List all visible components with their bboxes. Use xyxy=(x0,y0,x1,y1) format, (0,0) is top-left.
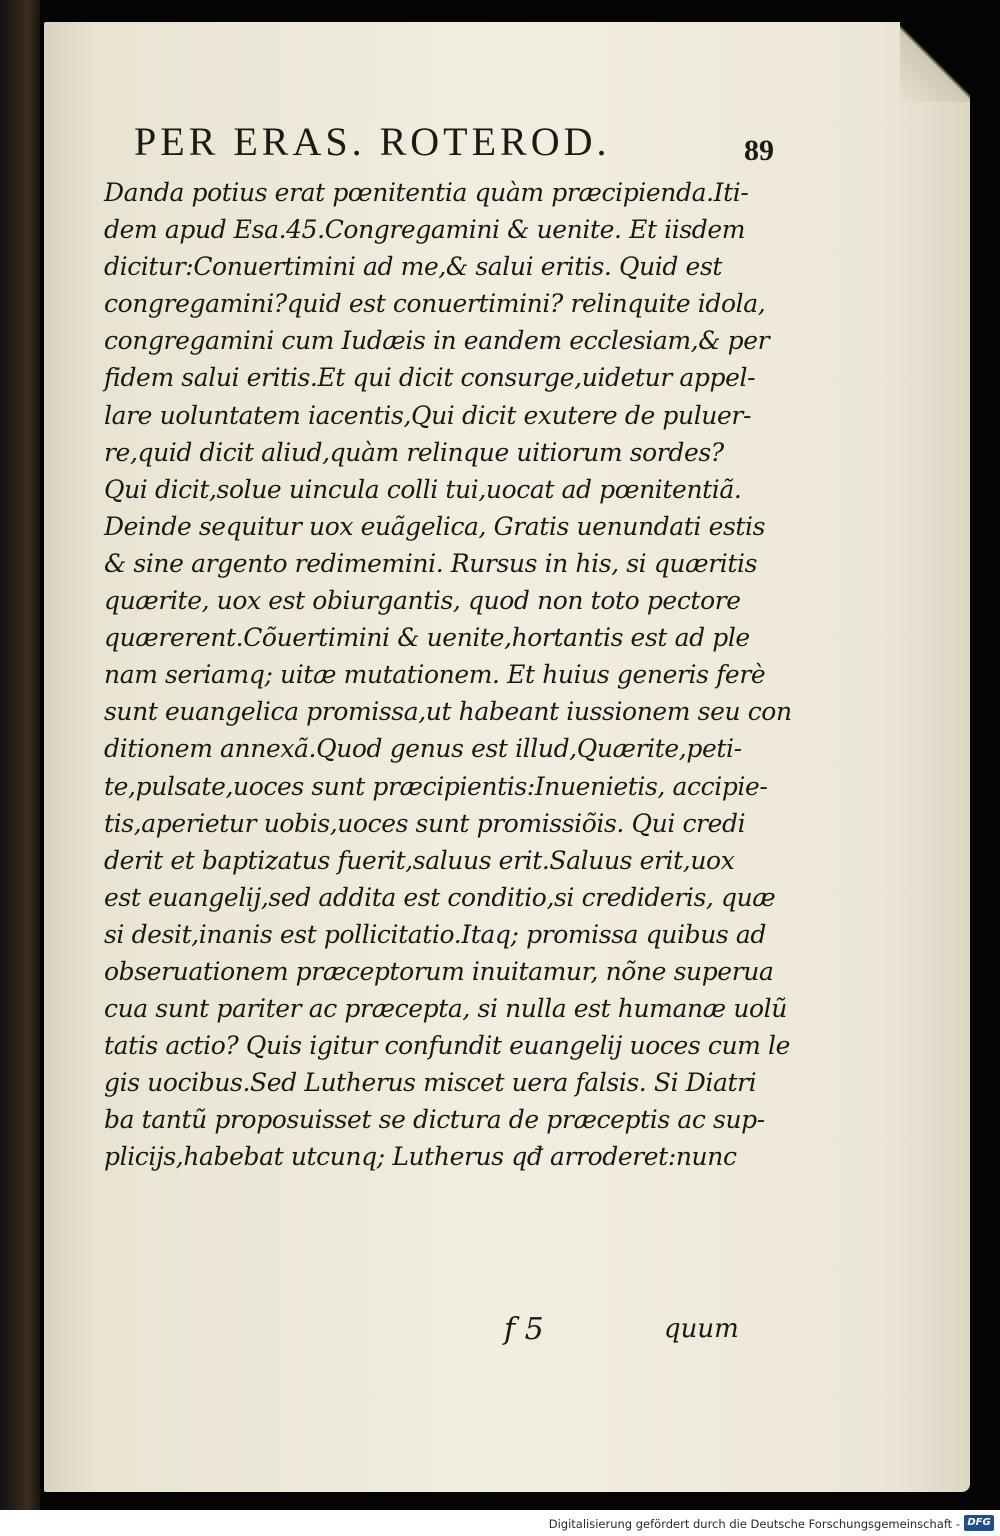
text-line: congregamini cum Iudæis in eandem ecclesiam,& per xyxy=(104,326,770,356)
text-line: obseruationem præceptorum inuitamur, nõne superua xyxy=(104,956,774,986)
text-line: congregamini?quid est conuertimini? relinquite idola, xyxy=(104,289,766,319)
credit-bar xyxy=(0,1510,1000,1536)
text-line: Qui dicit,solue uincula colli tui,uocat ad pœnitentiã. xyxy=(104,474,742,504)
text-line: est euangelij,sed addita est conditio,si credideris, quæ xyxy=(104,882,776,912)
page-footer xyxy=(454,1312,739,1352)
text-line: dem apud Esa.45.Congregamini & uenite. Et iisdem xyxy=(104,215,746,245)
catchword: quum xyxy=(664,1314,739,1344)
page-number: 89 xyxy=(744,134,774,167)
text-line: gis uocibus.Sed Lutherus miscet uera falsis. Si Diatri xyxy=(104,1068,757,1098)
page-corner-fold xyxy=(900,22,970,102)
text-line: Deinde sequitur uox euãgelica, Gratis uenundati estis xyxy=(104,511,766,541)
text-line: & sine argento redimemini. Rursus in his, si quæritis xyxy=(104,548,758,578)
text-line: tatis actio? Quis igitur confundit euangelij uoces cum le xyxy=(104,1031,790,1061)
text-line: ditionem annexã.Quod genus est illud,Quærite,peti- xyxy=(104,734,742,764)
text-line: re,quid dicit aliud,quàm relinque uitiorum sordes? xyxy=(104,437,724,467)
text-line: nam seriamq; uitæ mutationem. Et huius generis ferè xyxy=(104,660,766,690)
text-line: si desit,inanis est pollicitatio.Itaq; promissa quibus ad xyxy=(104,919,766,949)
text-line: sunt euangelica promissa,ut habeant iussionem seu con xyxy=(104,697,792,727)
text-line: lare uoluntatem iacentis,Qui dicit exutere de puluer- xyxy=(104,400,752,430)
book-binding xyxy=(0,0,40,1510)
text-line: ba tantũ proposuisset se dictura de præceptis ac sup- xyxy=(104,1105,765,1135)
text-line: derit et baptizatus fuerit,saluus erit.Saluus erit,uox xyxy=(104,845,735,875)
text-line: quærerent.Cõuertimini & uenite,hortantis est ad ple xyxy=(104,623,750,653)
text-line: plicijs,habebat utcunq; Lutherus qđ arroderet:nunc xyxy=(104,1142,737,1172)
signature-mark: f 5 xyxy=(504,1312,544,1347)
text-line: quærite, uox est obiurgantis, quod non toto pectore xyxy=(104,586,741,616)
text-line: Danda potius erat pœnitentia quàm præcipienda.Iti- xyxy=(104,178,749,207)
text-line: tis,aperietur uobis,uoces sunt promissiõis. Qui credi xyxy=(104,808,746,838)
running-head: PER ERAS. ROTEROD. xyxy=(134,119,611,164)
dfg-logo-icon: DFG xyxy=(964,1515,994,1531)
credit-text: Digitalisierung gefördert durch die Deutsche Forschungsgemeinschaft - xyxy=(548,1517,960,1531)
text-line: te,pulsate,uoces sunt præcipientis:Inuenietis, accipie- xyxy=(104,771,768,801)
text-line: fidem salui eritis.Et qui dicit consurge,uidetur appel- xyxy=(104,363,756,393)
text-line: dicitur:Conuertimini ad me,& salui eritis. Quid est xyxy=(104,252,723,282)
text-line: cua sunt pariter ac præcepta, si nulla est humanæ uolũ xyxy=(104,994,787,1024)
book-page xyxy=(44,22,970,1492)
text-block xyxy=(104,174,792,1176)
